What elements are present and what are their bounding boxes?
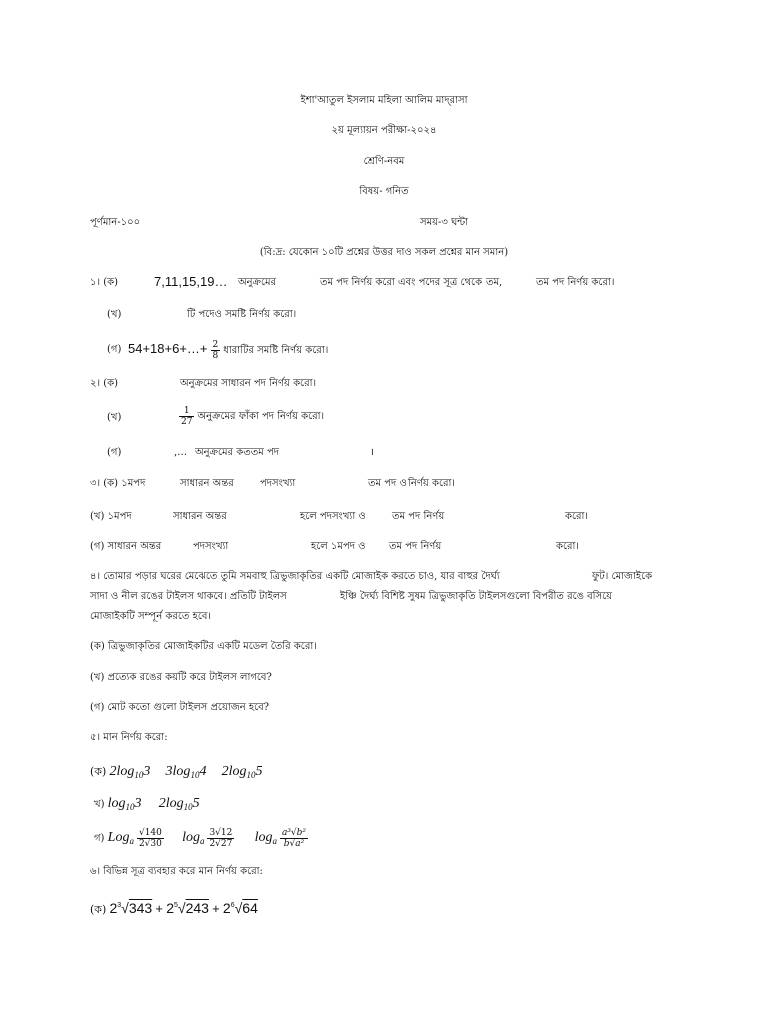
q6-t1-index: 3 [117, 902, 122, 909]
q5-a-label: (ক) [90, 765, 107, 778]
subject-label: বিষয়- গনিত [359, 186, 409, 197]
q6-t2-index: 5 [173, 902, 178, 909]
q1-c-frac-numerator: 2 [212, 340, 219, 350]
q5-b-e2-coef: 2 [158, 796, 166, 811]
q2-c-label: (গ) [107, 447, 122, 458]
q5-a-e2-base: 10 [190, 770, 200, 780]
q6-t1-radical-icon: √ [121, 900, 129, 916]
q2-c-text1: ,… [174, 447, 188, 458]
q5-c-label: গ) [94, 833, 105, 844]
q3-c-text3: তম পদ নির্ণয় [389, 541, 442, 552]
q2-b-expr [176, 402, 324, 432]
q5-b-e1-log: log [107, 796, 126, 811]
q5-c-expr1 [108, 830, 134, 845]
q5-c-e3-log: log [254, 830, 273, 845]
q3-b-label: (খ) ১মপদ [90, 511, 132, 522]
q4-b: (খ) প্রত্যেক রঙের কয়টি করে টাইলস লাগবে? [90, 672, 272, 683]
q2-b-text: অনুক্রমের ফাঁকা পদ নির্ণয় করো। [197, 411, 325, 422]
q5-b-expr2 [159, 796, 200, 811]
q5-c-e2-numerator: 3√12 [209, 828, 233, 838]
q3-a-text1: সাধারন অন্তর [180, 478, 234, 489]
q5-b-e2-log: log [165, 796, 184, 811]
q5-c-e1-base: a [129, 836, 134, 846]
q5-c-e1-log: Log [107, 830, 130, 845]
q1-c-frac-denominator: 8 [212, 351, 219, 361]
q5-b-expr1 [108, 796, 142, 811]
q2-b-frac-denominator: 27 [181, 417, 193, 427]
q6-a-row [90, 897, 258, 920]
q6-t1-coef: 2 [109, 900, 118, 916]
q2-c-text3: । [370, 447, 374, 458]
full-marks: পূর্ণমান-১০০ [90, 217, 141, 228]
q5-c-e3-numerator: a³√b² [281, 828, 307, 838]
q4-line1b: ফুট। মোজাইকে [592, 571, 653, 582]
q2-c-text2: অনুক্রমের কততম পদ [195, 447, 280, 458]
q3-b-text4: করো। [565, 511, 588, 522]
q1-a-text3: তম, [486, 277, 503, 288]
q5-a-e3-base: 10 [246, 770, 256, 780]
q5-a-e2-log: log [172, 764, 191, 779]
q1-c-label: (গ) [107, 344, 122, 355]
q5-a-e1-base: 10 [134, 770, 144, 780]
q3-c-text4: করো। [556, 541, 579, 552]
q5-a-e2-arg: 4 [199, 764, 207, 779]
institution-name: ইশা'আতুল ইসলাম মহিলা আলিম মাদ্‌রাসা [300, 95, 468, 106]
q1-c-text: ধারাটির সমষ্টি নির্ণয় করো। [223, 345, 329, 356]
q2-b-fraction [179, 406, 194, 427]
q4-line1a: ৪। তোমার পড়ার ঘরের মেঝেতে তুমি সমবাহু ত্রিভুজাকৃতির একটি মোজাইক করতে চাও, যার বাহুর দৈর্ঘ্য [90, 571, 500, 582]
q4-line3: মোজাইকটি সম্পূর্ন করতে হবে। [90, 611, 211, 622]
q3-b-text2: হলে পদসংখ্যা ও [300, 511, 366, 522]
q5-a-e1-coef: 2 [109, 764, 117, 779]
q6-t3-index: 6 [230, 902, 235, 909]
q5-title: ৫। মান নির্ণয় করো: [90, 732, 168, 743]
q6-t3-radicand: 64 [242, 900, 258, 916]
q5-c-e2-fraction [207, 828, 234, 849]
q6-plus1: + [155, 901, 163, 916]
q5-a-e3-coef: 2 [221, 764, 229, 779]
class-label: শ্রেণি-নবম [363, 156, 405, 167]
q5-a-row [90, 764, 263, 783]
q5-c-e1-denominator: 2√30 [138, 839, 162, 849]
q1-a-label: ১। (ক) [90, 277, 119, 288]
q5-a-expr1 [109, 764, 150, 779]
q4-line2a: সাদা ও নীল রঙের টাইলস থাকবে। প্রতিটি টাইলস [90, 591, 287, 602]
q2-a-text: অনুক্রমের সাধারন পদ নির্ণয় করো। [180, 378, 317, 389]
exam-title: ২য় মূল্যায়ন পরীক্ষা-২০২৪ [331, 125, 437, 136]
q4-line2b: ইঞ্চি দৈর্ঘ্য বিশিষ্ট সুষম ত্রিভুজাকৃতি টাইলসগুলো বিপরীত রঙে বসিয়ে [340, 591, 613, 602]
q5-c-row [94, 822, 311, 857]
q5-c-e3-fraction [280, 828, 308, 849]
q6-term1 [109, 900, 152, 916]
q3-c-label: (গ) সাধারন অন্তর [90, 541, 162, 552]
q1-a-text2: তম পদ নির্ণয় করো এবং পদের সূত্র থেকে [320, 277, 483, 288]
q3-a-text4: নির্ণয় করো। [408, 478, 455, 489]
q5-c-e3-denominator: b√a² [283, 839, 305, 849]
q1-c-series [128, 334, 328, 366]
q5-c-e2-denominator: 2√27 [209, 839, 233, 849]
q4-c: (গ) মোট কতো গুলো টাইলস প্রয়োজন হবে? [90, 702, 270, 713]
q5-b-row [94, 796, 200, 815]
q1-c-series-text: 54+18+6+…+ [128, 341, 208, 356]
q6-term2 [166, 900, 209, 916]
q1-a-text4: তম পদ নির্ণয় করো। [536, 277, 615, 288]
q5-c-e3-base: a [272, 836, 277, 846]
q5-a-e1-log: log [116, 764, 135, 779]
q3-a-label: ৩। (ক) ১মপদ [90, 478, 146, 489]
q6-t2-coef: 2 [166, 900, 174, 916]
q1-b-label: (খ) [107, 309, 122, 320]
q1-c-fraction [211, 340, 221, 361]
q6-t2-radicand: 243 [185, 900, 209, 916]
q3-c-text2: হলে ১মপদ ও [311, 541, 366, 552]
time-limit: সময়-৩ ঘন্টা [420, 217, 469, 228]
q5-b-e2-base: 10 [183, 802, 193, 812]
q1-b-text: টি পদেও সমষ্টি নির্ণয় করো। [187, 309, 297, 320]
q6-a-label: (ক) [90, 903, 107, 916]
q5-b-e1-arg: 3 [134, 796, 142, 811]
q5-c-expr2 [182, 830, 204, 845]
q6-term3 [223, 900, 258, 916]
q6-t2-radical-icon: √ [177, 900, 186, 916]
q1-a-text1: অনুক্রমের [238, 277, 277, 288]
q2-b-frac-numerator: 1 [179, 406, 194, 417]
q5-b-label: খ) [94, 799, 105, 810]
q6-t3-radical-icon: √ [234, 900, 243, 916]
q5-c-e1-fraction [137, 828, 164, 849]
q3-a-text2: পদসংখ্যা [260, 478, 296, 489]
q5-c-expr3 [255, 830, 277, 845]
q6-t1-radicand: 343 [128, 900, 153, 916]
q5-a-e2-coef: 3 [165, 764, 173, 779]
q5-a-expr2 [166, 764, 207, 779]
q2-b-label: (খ) [107, 412, 122, 423]
q5-c-e1-numerator: √140 [138, 828, 162, 838]
q6-t3-coef: 2 [222, 900, 231, 916]
q3-b-text3: তম পদ নির্ণয় [392, 511, 445, 522]
instruction-note: (বি:দ্র: যেকোন ১০টি প্রশ্নের উত্তর দাও সকল প্রশ্নের মান সমান) [259, 247, 509, 258]
q3-a-text3: তম পদ ও [368, 478, 407, 489]
q3-c-text1: পদসংখ্যা [193, 541, 229, 552]
q1-a-sequence: 7,11,15,19… [154, 274, 228, 289]
q5-b-e1-base: 10 [125, 802, 135, 812]
q2-a-label: ২। (ক) [90, 378, 119, 389]
q5-a-e3-arg: 5 [255, 764, 263, 779]
q4-a: (ক) ত্রিভুজাকৃতির মোজাইকটির একটি মডেল তৈরি করো। [90, 641, 317, 652]
q6-title: ৬। বিভিন্ন সূত্র ব্যবহার করে মান নির্ণয় করো: [90, 866, 263, 877]
q5-c-e2-base: a [199, 836, 205, 846]
q5-c-e2-log: log [182, 830, 200, 845]
q5-b-e2-arg: 5 [192, 796, 200, 811]
q5-a-expr3 [222, 764, 263, 779]
q6-plus2: + [212, 901, 220, 916]
q3-b-text1: সাধারন অন্তর [173, 511, 227, 522]
q5-a-e3-log: log [228, 764, 247, 779]
q5-a-e1-arg: 3 [143, 764, 151, 779]
